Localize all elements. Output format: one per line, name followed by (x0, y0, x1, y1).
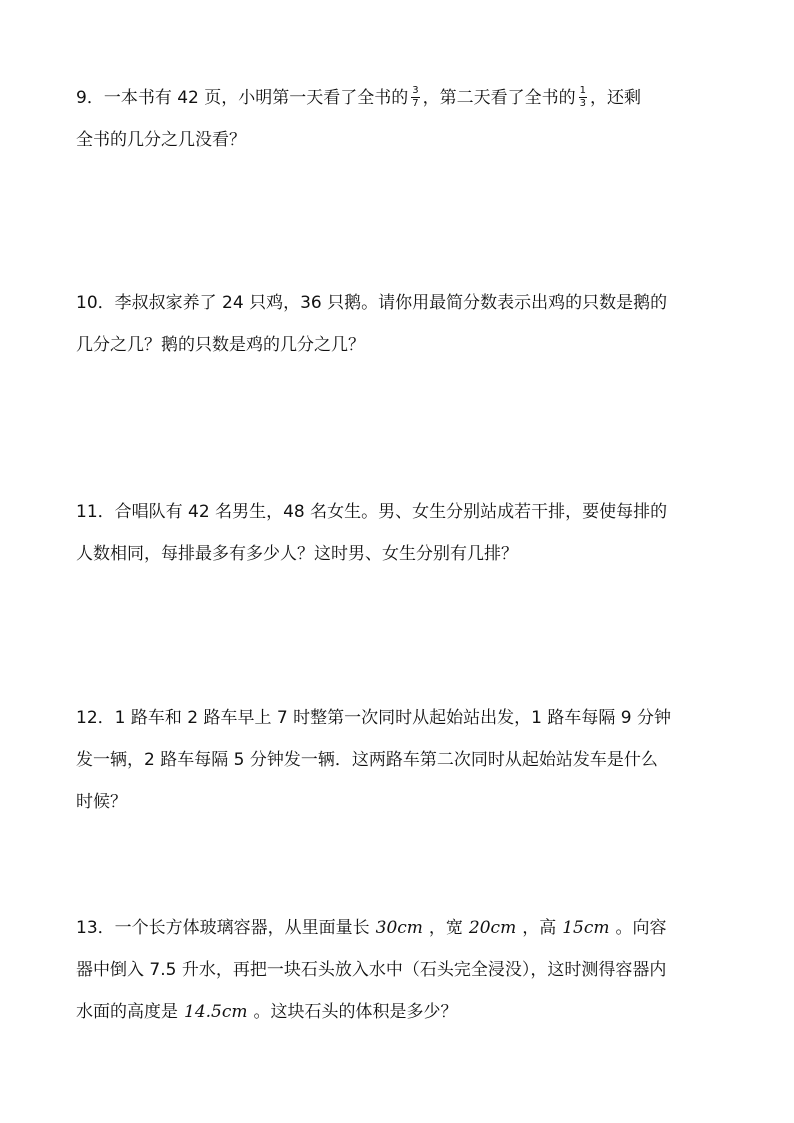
problem-9-line-1 (76, 77, 726, 119)
water-height-value: 14.5cm (184, 1002, 248, 1022)
problem-10 (76, 282, 726, 366)
fraction-numerator: 3 (412, 84, 419, 96)
problem-13-text-f: 。这块石头的体积是多少？ (253, 1002, 458, 1022)
problem-9-text-c: ，还剩 (590, 88, 642, 108)
problem-13-text-c: ，高 (522, 918, 557, 938)
problem-13-text-d: 。向容 (615, 918, 667, 938)
problem-11-line-1: 11．合唱队有 42 名男生，48 名女生。男、女生分别站成若干排，要使每排的 (76, 502, 668, 522)
problem-11 (76, 491, 726, 575)
fraction-1-3 (579, 85, 587, 110)
length-value: 30cm (375, 918, 423, 938)
problem-13-line-1 (76, 907, 726, 949)
problem-12-line-3: 时候？ (76, 792, 127, 812)
problem-9 (76, 77, 726, 161)
problem-11-line-2: 人数相同，每排最多有多少人？这时男、女生分别有几排？ (76, 544, 518, 564)
problem-13-text-a: 13．一个长方体玻璃容器，从里面量长 (76, 918, 370, 938)
fraction-denominator: 3 (579, 97, 587, 109)
problem-10-line-2: 几分之几？鹅的只数是鸡的几分之几？ (76, 335, 365, 355)
height-value: 15cm (562, 918, 610, 938)
problem-9-text-b: ，第二天看了全书的 (422, 88, 576, 108)
problem-13 (76, 907, 726, 1033)
fraction-numerator: 1 (579, 84, 587, 96)
problem-10-line-1: 10．李叔叔家养了 24 只鸡，36 只鹅。请你用最简分数表示出鸡的只数是鹅的 (76, 293, 668, 313)
fraction-denominator: 7 (412, 97, 419, 109)
fraction-3-7 (411, 85, 419, 110)
width-value: 20cm (468, 918, 517, 938)
problem-13-line-2: 器中倒入 7.5 升水，再把一块石头放入水中（石头完全浸没），这时测得容器内 (76, 960, 667, 980)
problem-12-line-2: 发一辆，2 路车每隔 5 分钟发一辆．这两路车第二次同时从起始站发车是什么 (76, 750, 658, 770)
problem-12-line-1: 12．1 路车和 2 路车早上 7 时整第一次同时从起始站出发，1 路车每隔 9 分钟 (76, 708, 671, 728)
problem-12 (76, 697, 726, 823)
problem-13-line-3 (76, 991, 726, 1033)
problem-13-text-b: ，宽 (428, 918, 463, 938)
problem-9-text-a: 9．一本书有 42 页，小明第一天看了全书的 (76, 88, 409, 108)
problem-9-line-2: 全书的几分之几没看？ (76, 130, 246, 150)
problem-13-text-e: 水面的高度是 (76, 1002, 178, 1022)
